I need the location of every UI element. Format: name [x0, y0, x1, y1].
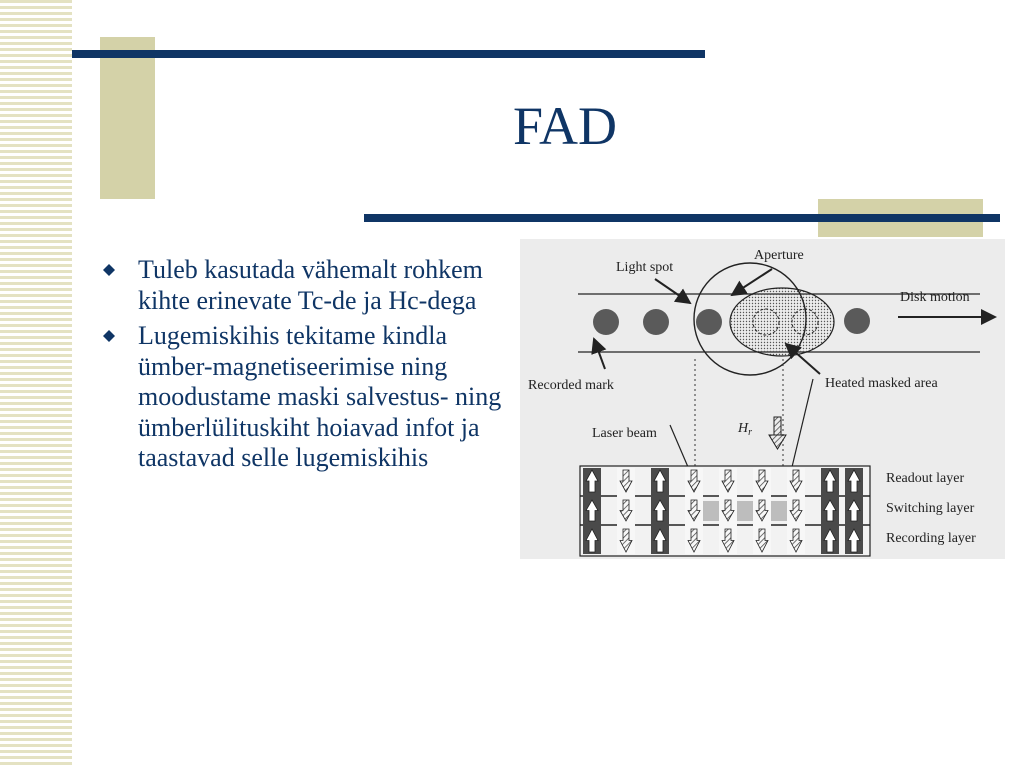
- aperture-label: Aperture: [754, 248, 804, 263]
- field-label: $H_r$: [738, 421, 753, 438]
- disk-motion-label: Disk motion: [900, 290, 970, 305]
- recorded-mark-label: Recorded mark: [528, 378, 614, 393]
- bullet-item: [100, 255, 505, 316]
- slide-title: FAD: [512, 96, 618, 156]
- diamond-bullet-icon: [103, 330, 115, 342]
- accent-block-left: [100, 37, 155, 199]
- laser-beam-label: Laser beam: [592, 426, 657, 441]
- recorded-mark: [593, 309, 619, 335]
- left-stripe-decoration: [0, 0, 72, 768]
- recording-layer-label: Recording layer: [886, 531, 976, 546]
- title-rule-top: [72, 50, 705, 58]
- title-rule-bottom: [364, 214, 1000, 222]
- bullet-text: Tuleb kasutada vähemalt rohkem kihte erinevate Tc-de ja Hc-dega: [138, 255, 483, 315]
- bullet-list: [100, 255, 505, 479]
- switching-layer-label: Switching layer: [886, 501, 975, 516]
- bullet-text: Lugemiskihis tekitame kindla ümber-magnetiseerimise ning moodustame maski salvestus- ning ümberlülituskiht hoiavad infot ja taastavad selle lugemiskihis: [138, 321, 502, 472]
- fad-diagram: [520, 239, 1005, 559]
- bullet-item: [100, 321, 505, 474]
- recorded-mark: [844, 308, 870, 334]
- readout-layer-label: Readout layer: [886, 471, 965, 486]
- diamond-bullet-icon: [103, 264, 115, 276]
- fad-diagram-svg: [520, 239, 1005, 559]
- heated-masked-area-label: Heated masked area: [825, 376, 938, 391]
- recorded-mark: [643, 309, 669, 335]
- light-spot-label: Light spot: [616, 260, 674, 275]
- recorded-mark: [696, 309, 722, 335]
